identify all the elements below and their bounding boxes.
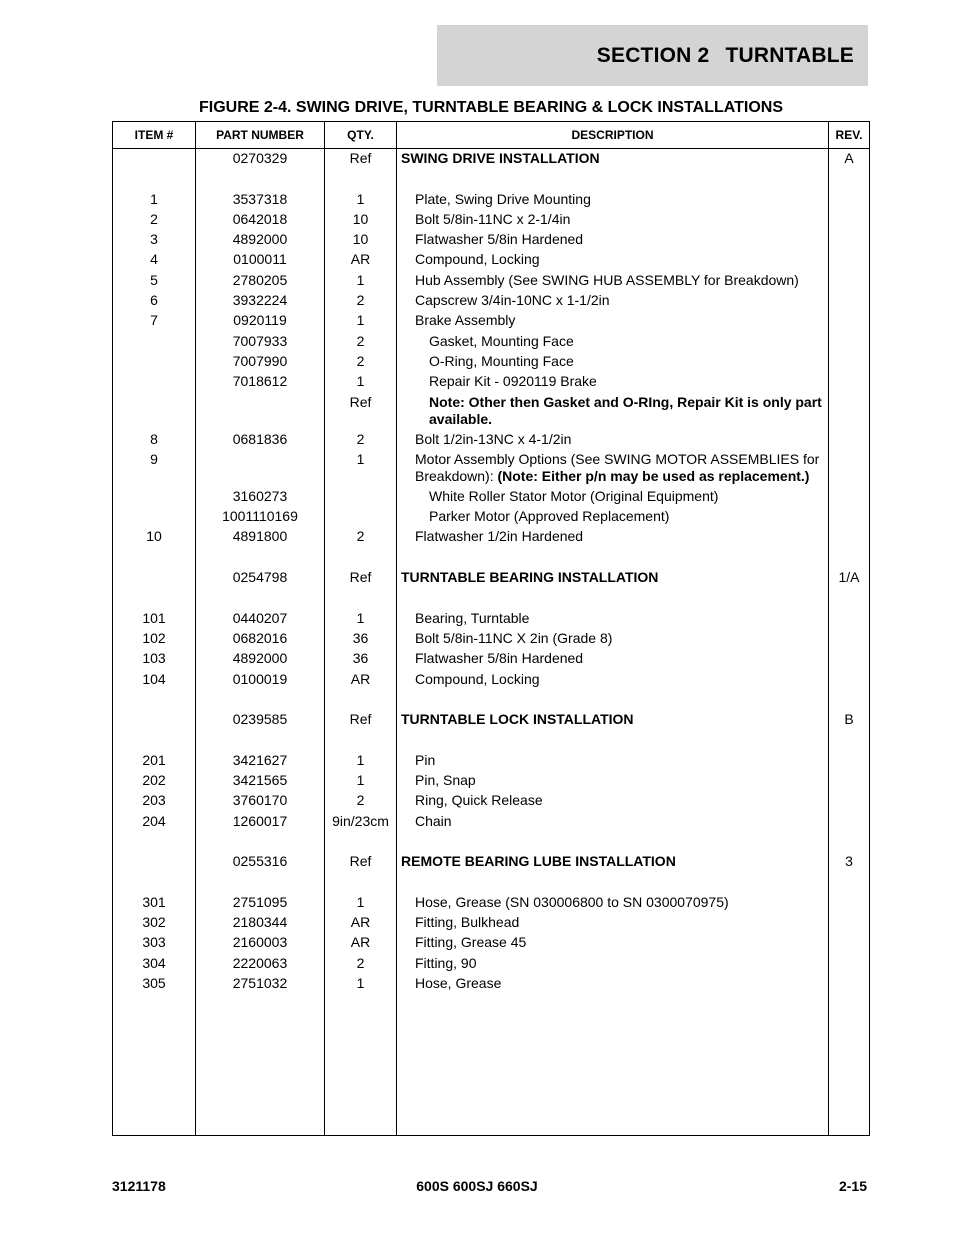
table-row bbox=[113, 431, 869, 451]
qty-cell: 2 bbox=[356, 954, 365, 971]
description-text: Gasket, Mounting Face bbox=[429, 332, 574, 349]
item-cell: 3 bbox=[150, 231, 158, 248]
item-cell: 9 bbox=[150, 450, 158, 467]
description-text: Compound, Locking bbox=[415, 670, 540, 687]
table-row bbox=[113, 691, 869, 711]
table-row bbox=[113, 353, 869, 373]
part-number-cell: 3932224 bbox=[232, 292, 288, 309]
description-text: TURNTABLE BEARING INSTALLATION bbox=[401, 569, 659, 586]
qty-cell: 1 bbox=[356, 772, 365, 789]
description-cell bbox=[401, 272, 839, 289]
description-note: (Note: Either p/n may be used as replacement.) bbox=[497, 467, 810, 484]
part-number-cell: 2220063 bbox=[232, 954, 288, 971]
description-cell bbox=[401, 191, 839, 208]
qty-cell: AR bbox=[350, 934, 371, 951]
part-number-cell: 4891800 bbox=[232, 528, 288, 545]
part-number-cell: 3421565 bbox=[232, 772, 288, 789]
description-text: TURNTABLE LOCK INSTALLATION bbox=[401, 711, 634, 728]
table-row bbox=[113, 752, 869, 772]
part-number-cell: 0254798 bbox=[232, 569, 288, 586]
section-header bbox=[437, 25, 868, 86]
description-cell bbox=[401, 231, 839, 248]
table-header bbox=[113, 122, 869, 149]
description-text: O-Ring, Mounting Face bbox=[429, 352, 574, 369]
table-row bbox=[113, 894, 869, 914]
description-text: Parker Motor (Approved Replacement) bbox=[429, 508, 670, 525]
qty-cell: 1 bbox=[356, 190, 365, 207]
qty-cell: Ref bbox=[349, 393, 372, 410]
table-row bbox=[113, 874, 869, 894]
description-cell bbox=[401, 914, 839, 931]
description-text: Pin, Snap bbox=[415, 772, 476, 789]
qty-cell: 2 bbox=[356, 528, 365, 545]
part-number-cell: 3537318 bbox=[232, 190, 288, 207]
description-cell bbox=[401, 508, 853, 525]
qty-cell: AR bbox=[350, 914, 371, 931]
qty-cell: 1 bbox=[356, 609, 365, 626]
header-item: ITEM # bbox=[134, 128, 174, 142]
qty-cell: 10 bbox=[352, 231, 369, 248]
table-row bbox=[113, 150, 869, 170]
description-text: Hub Assembly (See SWING HUB ASSEMBLY for Breakdown) bbox=[415, 271, 799, 288]
part-number-cell: 0255316 bbox=[232, 853, 288, 870]
section-label: SECTION 2 bbox=[596, 43, 710, 67]
table-row bbox=[113, 792, 869, 812]
qty-cell: 1 bbox=[356, 893, 365, 910]
description-text: White Roller Stator Motor (Original Equipment) bbox=[429, 487, 719, 504]
description-cell bbox=[401, 528, 839, 545]
parts-table bbox=[112, 121, 870, 1136]
description-text: Bolt 5/8in-11NC x 2-1/4in bbox=[415, 210, 571, 227]
rev-cell: A bbox=[844, 150, 854, 166]
item-cell: 8 bbox=[150, 430, 158, 447]
qty-cell: 36 bbox=[352, 629, 369, 646]
part-number-cell: 2180344 bbox=[232, 914, 288, 931]
qty-cell: Ref bbox=[349, 569, 372, 586]
item-cell: 203 bbox=[142, 792, 166, 809]
description-cell bbox=[401, 975, 839, 992]
description-cell bbox=[401, 488, 853, 505]
part-number-cell: 3760170 bbox=[232, 792, 288, 809]
item-cell: 303 bbox=[142, 934, 166, 951]
item-cell: 102 bbox=[142, 629, 166, 646]
table-row bbox=[113, 333, 869, 353]
description-cell bbox=[401, 373, 853, 390]
description-cell bbox=[401, 251, 839, 268]
description-cell bbox=[401, 451, 839, 485]
qty-cell: 2 bbox=[356, 352, 365, 369]
qty-cell: AR bbox=[350, 251, 371, 268]
part-number-cell: 0239585 bbox=[232, 711, 288, 728]
qty-cell: 2 bbox=[356, 292, 365, 309]
description-cell bbox=[401, 792, 839, 809]
table-row bbox=[113, 549, 869, 569]
table-body bbox=[113, 150, 869, 995]
part-number-cell: 7007933 bbox=[232, 332, 288, 349]
description-text: Repair Kit - 0920119 Brake bbox=[429, 373, 597, 390]
part-number-cell: 1001110169 bbox=[222, 508, 298, 525]
qty-cell: AR bbox=[350, 670, 371, 687]
item-cell: 103 bbox=[142, 650, 166, 667]
description-cell bbox=[401, 211, 839, 228]
table-row bbox=[113, 508, 869, 528]
qty-cell: 1 bbox=[356, 450, 365, 467]
description-cell bbox=[401, 312, 839, 329]
part-number-cell: 3421627 bbox=[232, 751, 288, 768]
description-text: Compound, Locking bbox=[415, 251, 540, 268]
item-cell: 304 bbox=[142, 954, 166, 971]
table-row bbox=[113, 955, 869, 975]
table-row bbox=[113, 813, 869, 833]
qty-cell: Ref bbox=[349, 711, 372, 728]
description-text: Note: Other then Gasket and O-RIng, Repair Kit is only part available. bbox=[429, 393, 822, 427]
description-cell bbox=[401, 610, 839, 627]
description-cell bbox=[401, 711, 825, 728]
item-cell: 101 bbox=[142, 609, 166, 626]
description-cell bbox=[401, 650, 839, 667]
table-row bbox=[113, 211, 869, 231]
part-number-cell: 4892000 bbox=[232, 650, 288, 667]
description-text: REMOTE BEARING LUBE INSTALLATION bbox=[401, 853, 676, 870]
table-row bbox=[113, 772, 869, 792]
part-number-cell: 4892000 bbox=[232, 231, 288, 248]
table-row bbox=[113, 488, 869, 508]
item-cell: 301 bbox=[142, 893, 166, 910]
item-cell: 5 bbox=[150, 271, 158, 288]
item-cell: 202 bbox=[142, 772, 166, 789]
description-cell bbox=[401, 934, 839, 951]
part-number-cell: 0440207 bbox=[232, 609, 288, 626]
header-part-number: PART NUMBER bbox=[216, 128, 304, 142]
description-cell bbox=[401, 752, 839, 769]
part-number-cell: 1260017 bbox=[232, 812, 288, 829]
part-number-cell: 0681836 bbox=[232, 430, 288, 447]
description-cell bbox=[401, 853, 825, 870]
table-row bbox=[113, 630, 869, 650]
description-text: Hose, Grease bbox=[415, 974, 502, 991]
description-text: Ring, Quick Release bbox=[415, 792, 543, 809]
description-cell bbox=[401, 630, 839, 647]
description-text: Fitting, Grease 45 bbox=[415, 934, 527, 951]
part-number-cell: 0920119 bbox=[233, 312, 287, 329]
section-title: TURNTABLE bbox=[725, 43, 854, 67]
table-row bbox=[113, 231, 869, 251]
part-number-cell: 7018612 bbox=[232, 373, 288, 390]
item-cell: 4 bbox=[150, 251, 158, 268]
item-cell: 305 bbox=[142, 974, 166, 991]
part-number-cell: 3160273 bbox=[232, 487, 288, 504]
qty-cell: 1 bbox=[356, 271, 365, 288]
part-number-cell: 0682016 bbox=[232, 629, 288, 646]
qty-cell: Ref bbox=[349, 150, 372, 166]
item-cell: 2 bbox=[150, 210, 158, 227]
header-rev: REV. bbox=[835, 128, 863, 142]
description-text: Brake Assembly bbox=[415, 312, 516, 329]
description-text: Bolt 5/8in-11NC X 2in (Grade 8) bbox=[415, 629, 613, 646]
rev-cell: 1/A bbox=[838, 569, 860, 586]
part-number-cell: 2780205 bbox=[232, 271, 288, 288]
table-row bbox=[113, 394, 869, 431]
qty-cell: 2 bbox=[356, 792, 365, 809]
table-row bbox=[113, 914, 869, 934]
part-number-cell: 7007990 bbox=[232, 352, 288, 369]
table-row bbox=[113, 312, 869, 332]
footer-page-number: 2-15 bbox=[838, 1178, 867, 1194]
table-row bbox=[113, 833, 869, 853]
item-cell: 302 bbox=[142, 914, 166, 931]
description-cell bbox=[401, 353, 853, 370]
part-number-cell: 2751032 bbox=[232, 974, 288, 991]
qty-cell: 2 bbox=[356, 332, 365, 349]
part-number-cell: 0270329 bbox=[232, 150, 288, 166]
qty-cell: Ref bbox=[349, 853, 372, 870]
part-number-cell: 2751095 bbox=[232, 893, 288, 910]
item-cell: 1 bbox=[150, 190, 158, 207]
item-cell: 7 bbox=[150, 312, 158, 329]
description-cell bbox=[401, 955, 839, 972]
qty-cell: 1 bbox=[356, 373, 365, 390]
description-text: SWING DRIVE INSTALLATION bbox=[401, 150, 600, 166]
part-number-cell: 0642018 bbox=[232, 210, 288, 227]
table-row bbox=[113, 711, 869, 731]
description-cell bbox=[401, 394, 853, 428]
qty-cell: 9in/23cm bbox=[332, 812, 389, 829]
description-text: Plate, Swing Drive Mounting bbox=[415, 190, 591, 207]
item-cell: 201 bbox=[142, 751, 166, 768]
description-cell bbox=[401, 772, 839, 789]
table-row bbox=[113, 650, 869, 670]
table-row bbox=[113, 451, 869, 488]
description-cell bbox=[401, 150, 825, 167]
item-cell: 10 bbox=[146, 528, 162, 545]
description-cell bbox=[401, 431, 839, 448]
qty-cell: 2 bbox=[356, 430, 365, 447]
header-qty: QTY. bbox=[347, 128, 374, 142]
table-row bbox=[113, 170, 869, 190]
description-text: Pin bbox=[415, 751, 436, 768]
description-text: Bearing, Turntable bbox=[415, 609, 530, 626]
description-text: Fitting, 90 bbox=[415, 954, 477, 971]
qty-cell: 1 bbox=[356, 751, 365, 768]
description-text: Motor Assembly Options (See SWING MOTOR ASSEMBLIES for Breakdown): bbox=[415, 450, 820, 484]
description-text: Hose, Grease (SN 030006800 to SN 0300070975) bbox=[415, 893, 729, 910]
rev-cell: B bbox=[844, 711, 854, 728]
table-row bbox=[113, 373, 869, 393]
table-row bbox=[113, 853, 869, 873]
figure-title: FIGURE 2-4. SWING DRIVE, TURNTABLE BEARING & LOCK INSTALLATIONS bbox=[199, 99, 783, 116]
item-cell: 204 bbox=[142, 812, 166, 829]
rev-cell: 3 bbox=[845, 853, 853, 870]
description-text: Capscrew 3/4in-10NC x 1-1/2in bbox=[415, 292, 610, 309]
footer-model: 600S 600SJ 660SJ bbox=[416, 1178, 538, 1194]
description-cell bbox=[401, 333, 853, 350]
header-description: DESCRIPTION bbox=[571, 128, 654, 142]
qty-cell: 36 bbox=[352, 650, 369, 667]
description-cell bbox=[401, 813, 839, 830]
description-text: Bolt 1/2in-13NC x 4-1/2in bbox=[415, 430, 572, 447]
item-cell: 104 bbox=[142, 670, 166, 687]
table-row bbox=[113, 610, 869, 630]
description-text: Flatwasher 1/2in Hardened bbox=[415, 528, 584, 545]
description-cell bbox=[401, 292, 839, 309]
part-number-cell: 2160003 bbox=[232, 934, 288, 951]
footer-doc-number: 3121178 bbox=[112, 1178, 166, 1194]
description-text: Fitting, Bulkhead bbox=[415, 914, 520, 931]
description-text: Flatwasher 5/8in Hardened bbox=[415, 650, 584, 667]
table-row bbox=[113, 191, 869, 211]
qty-cell: 10 bbox=[352, 210, 369, 227]
description-text: Flatwasher 5/8in Hardened bbox=[415, 231, 584, 248]
description-cell bbox=[401, 569, 825, 586]
table-row bbox=[113, 292, 869, 312]
item-cell: 6 bbox=[150, 292, 158, 309]
table-row bbox=[113, 731, 869, 751]
table-row bbox=[113, 251, 869, 271]
description-cell bbox=[401, 894, 839, 911]
description-cell bbox=[401, 671, 839, 688]
qty-cell: 1 bbox=[356, 312, 365, 329]
part-number-cell: 0100019 bbox=[232, 670, 288, 687]
table-row bbox=[113, 528, 869, 548]
table-row bbox=[113, 975, 869, 995]
qty-cell: 1 bbox=[356, 974, 365, 991]
table-row bbox=[113, 589, 869, 609]
table-row bbox=[113, 671, 869, 691]
table-row bbox=[113, 934, 869, 954]
part-number-cell: 0100011 bbox=[233, 251, 287, 268]
table-row bbox=[113, 569, 869, 589]
description-text: Chain bbox=[415, 812, 452, 829]
table-row bbox=[113, 272, 869, 292]
